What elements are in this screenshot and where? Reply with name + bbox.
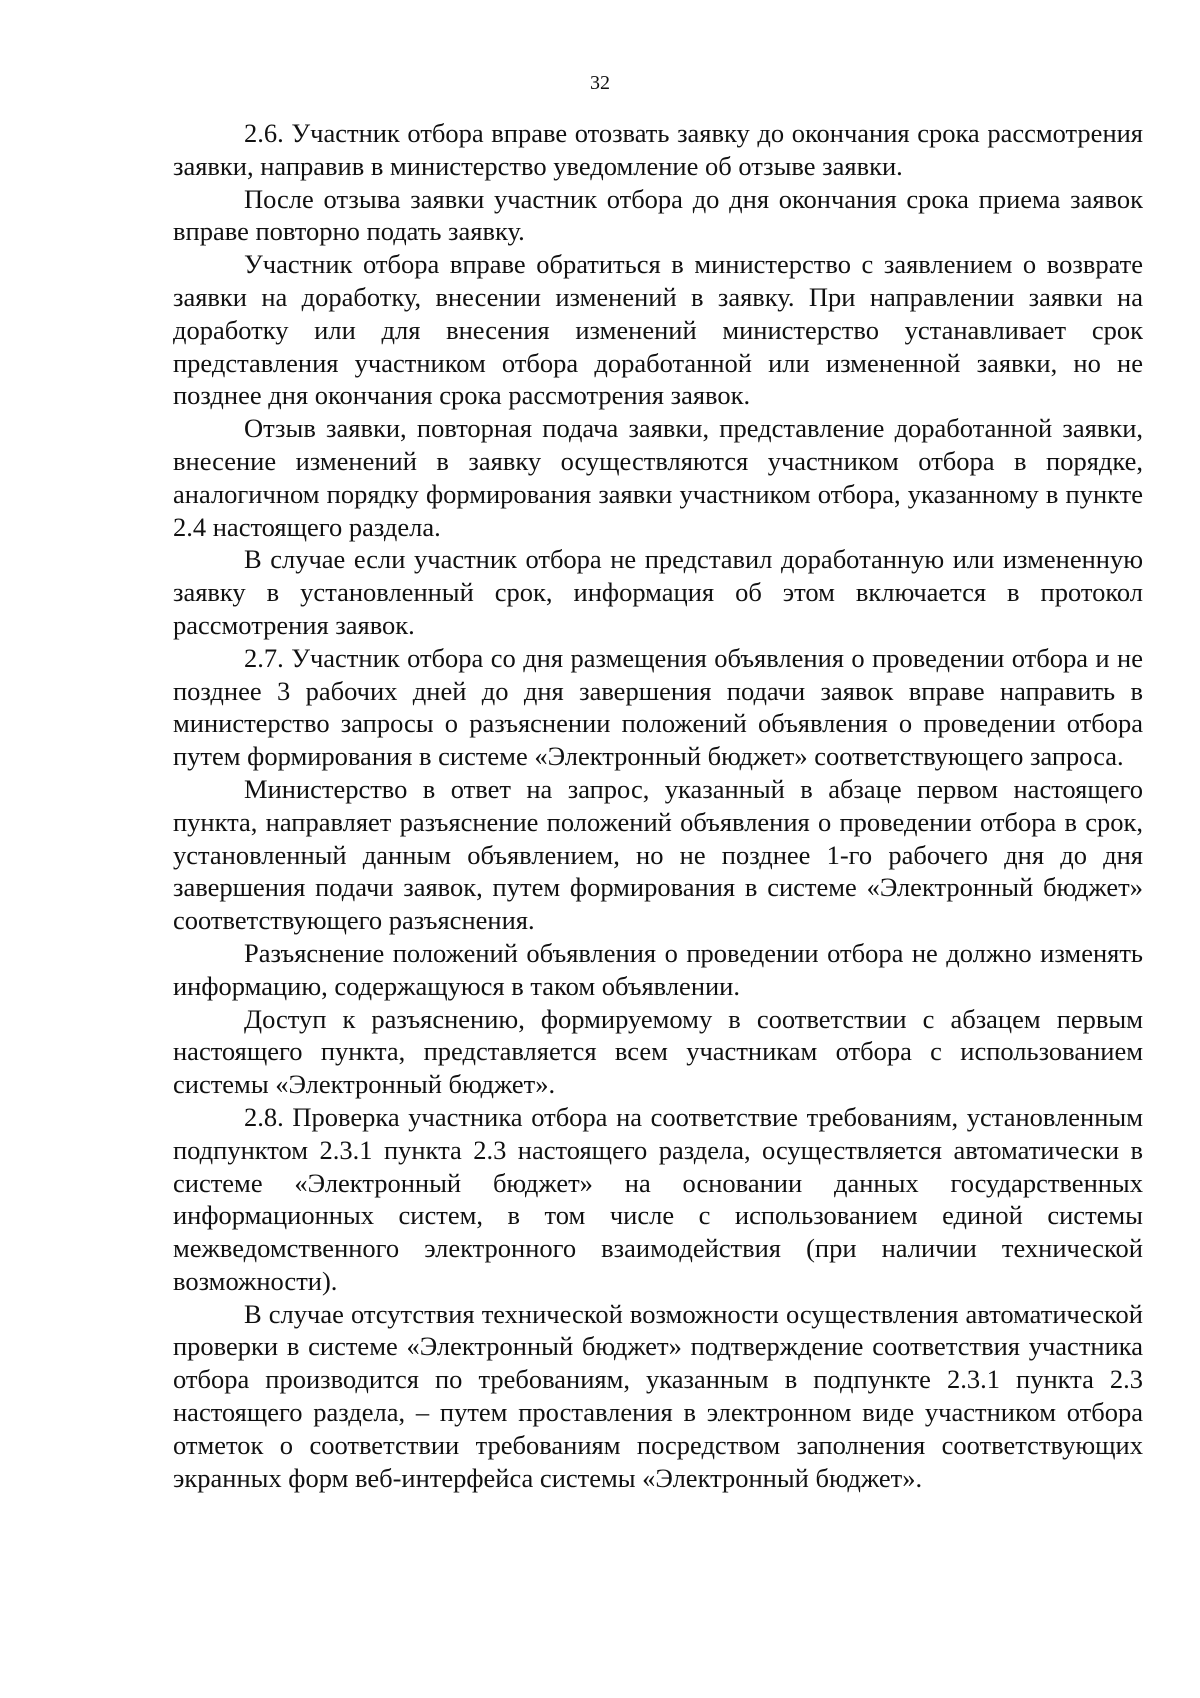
paragraph-return-for-revision: Участник отбора вправе обратиться в министерство с заявлением о возврате заявки на доработку, внесении изменений в заявку. При направлении заявки на доработку или для внесения изменений министерство устанавливает срок представления участником отбора доработанной или измененной заявки, но не позднее дня окончания срока рассмотрения заявок. [173, 249, 1143, 411]
paragraph-manual-verification: В случае отсутствия технической возможности осуществления автоматической проверки в системе «Электронный бюджет» подтверждение соответствия участника отбора производится по требованиям, указанным в подпункте 2.3.1 пункта 2.3 настоящего раздела, – путем проставления в электронном виде участником отбора отметок о соответствии требованиям посредством заполнения соответствующих экранных форм веб-интерфейса системы «Электронный бюджет». [173, 1298, 1143, 1493]
paragraph-ministry-response: Министерство в ответ на запрос, указанный в абзаце первом настоящего пункта, направляет разъяснение положений объявления о проведении отбора в срок, установленный данным объявлением, но не позднее 1-го рабочего дня до дня завершения подачи заявок, путем формирования в системе «Электронный бюджет» соответствующего разъяснения. [173, 773, 1143, 936]
paragraph-clarification-access: Доступ к разъяснению, формируемому в соответствии с абзацем первым настоящего пункта, представляется всем участникам отбора с использованием системы «Электронный бюджет». [173, 1003, 1143, 1100]
paragraph-resubmission: После отзыва заявки участник отбора до дня окончания срока приема заявок вправе повторно подать заявку. [173, 183, 1143, 247]
paragraph-missed-deadline: В случае если участник отбора не представил доработанную или измененную заявку в установленный срок, информация об этом включается в протокол рассмотрения заявок. [173, 544, 1143, 640]
paragraph-2-8: 2.8. Проверка участника отбора на соответствие требованиям, установленным подпунктом 2.3.1 пункта 2.3 настоящего раздела, осуществляется автоматически в системе «Электронный бюджет» на основании данных государственных информационных систем, в том числе с использованием единой системы межведомственного электронного взаимодействия (при наличии технической возможности). [173, 1101, 1143, 1296]
paragraph-2-6: 2.6. Участник отбора вправе отозвать заявку до окончания срока рассмотрения заявки, направив в министерство уведомление об отзыве заявки. [173, 118, 1143, 181]
paragraph-withdrawal-procedure: Отзыв заявки, повторная подача заявки, представление доработанной заявки, внесение изменений в заявку осуществляются участником отбора в порядке, аналогичном порядку формирования заявки участником отбора, указанному в пункте 2.4 настоящего раздела. [173, 413, 1143, 542]
document-body [173, 117, 1143, 1494]
page-number: 32 [590, 72, 610, 94]
paragraph-clarification-limits: Разъяснение положений объявления о проведении отбора не должно изменять информацию, содержащуюся в таком объявлении. [173, 937, 1143, 1001]
paragraph-2-7: 2.7. Участник отбора со дня размещения объявления о проведении отбора и не позднее 3 рабочих дней до дня завершения подачи заявок вправе направить в министерство запросы о разъяснении положений объявления о проведении отбора путем формирования в системе «Электронный бюджет» соответствующего запроса. [173, 642, 1143, 772]
